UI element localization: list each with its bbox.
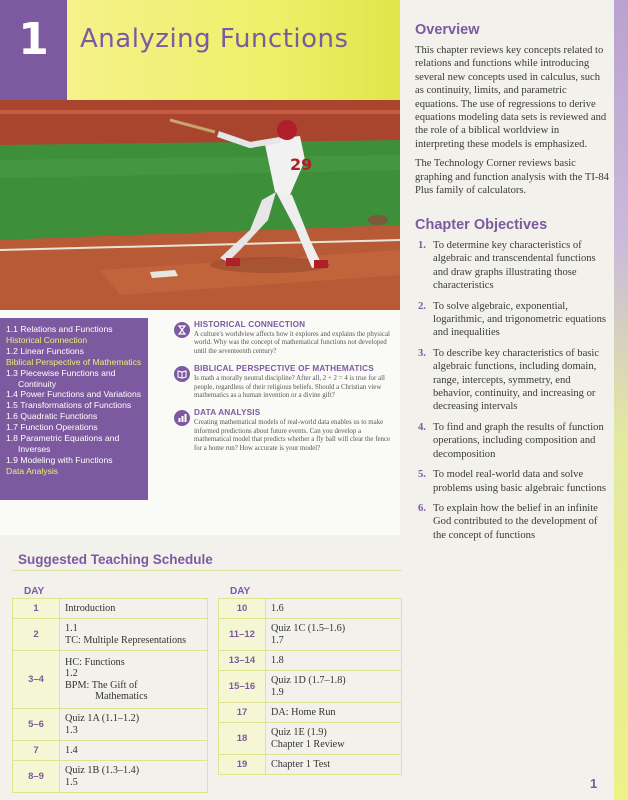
feature-list xyxy=(172,320,394,461)
schedule-line: 1.9 xyxy=(271,686,284,698)
toc-item-continued: Inverses xyxy=(18,443,51,454)
schedule-row xyxy=(13,709,208,741)
schedule-day: 15–16 xyxy=(219,671,266,703)
schedule-day: 2 xyxy=(13,619,60,651)
overview-heading: Overview xyxy=(415,22,480,38)
schedule-content xyxy=(266,723,402,755)
feature-data-analysis xyxy=(172,408,394,453)
schedule-line: Quiz 1E (1.9) xyxy=(271,727,327,738)
schedule-title: Suggested Teaching Schedule xyxy=(18,552,213,567)
toc-item: 1.2 Linear Functions xyxy=(6,345,84,356)
schedule-content xyxy=(60,599,208,619)
schedule-row xyxy=(13,599,208,619)
objective-item: 1. To determine key characteristics of algebraic and transcendental functions and draw graphs illustrating those characteristics xyxy=(418,240,596,292)
feature-biblical-perspective xyxy=(172,364,394,400)
schedule-line: 1.1 xyxy=(65,623,78,634)
schedule-content xyxy=(60,709,208,741)
schedule-day: 8–9 xyxy=(13,761,60,793)
schedule-day: 17 xyxy=(219,703,266,723)
schedule-line: 1.8 xyxy=(271,654,284,666)
schedule-day: 3–4 xyxy=(13,651,60,709)
schedule-day: 10 xyxy=(219,599,266,619)
schedule-content xyxy=(266,755,402,775)
schedule-line: 1.2 xyxy=(65,668,78,679)
schedule-day: 5–6 xyxy=(13,709,60,741)
schedule-line: TC: Multiple Representations xyxy=(65,634,187,646)
schedule-line: Introduction xyxy=(65,602,116,614)
toc-feature: Data Analysis xyxy=(6,465,59,476)
schedule-day: 11–12 xyxy=(219,619,266,651)
schedule-content xyxy=(60,651,208,709)
day-column-label: DAY xyxy=(24,586,45,597)
toc-item-continued: Continuity xyxy=(18,378,57,389)
schedule-row xyxy=(219,651,402,671)
baseball-photo xyxy=(0,100,400,310)
schedule-content xyxy=(60,619,208,651)
toc-item: 1.8 Parametric Equations and xyxy=(6,433,120,444)
toc-item: 1.7 Function Operations xyxy=(6,422,98,433)
schedule-line: 1.7 xyxy=(271,634,284,646)
schedule-day: 1 xyxy=(13,599,60,619)
chapter-number-box xyxy=(0,0,67,100)
schedule-row xyxy=(13,619,208,651)
feature-text: Is math a morally neutral discipline? After all, 2 + 2 = 4 is true for all people, regardless of their religious beliefs. Should a Christian view mathematics as a human invention or a divine gift? xyxy=(194,375,385,400)
feature-text: Creating mathematical models of real-world data enables us to make informed predictions about future events. Can you develop a mathematical model that predicts whether a fly ball will clear the fence for a home run? How accurate is your model? xyxy=(194,419,391,452)
chapter-title: Analyzing Functions xyxy=(80,24,349,54)
feature-title: BIBLICAL PERSPECTIVE OF MATHEMATICS xyxy=(194,364,374,374)
overview-paragraph: The Technology Corner reviews basic graphing and function analysis with the TI-84 Plus family of calculators. xyxy=(415,158,609,197)
overview-section xyxy=(415,22,611,203)
objectives-heading: Chapter Objectives xyxy=(415,217,548,233)
schedule-day: 18 xyxy=(219,723,266,755)
schedule-row xyxy=(13,761,208,793)
schedule-line: 1.4 xyxy=(65,744,78,756)
schedule-line: Mathematics xyxy=(95,691,148,702)
schedule-table-right xyxy=(218,598,402,775)
schedule-row xyxy=(219,755,402,775)
toc-item: 1.1 Relations and Functions xyxy=(6,324,113,334)
toc-item: 1.5 Transformations of Functions xyxy=(6,400,132,411)
schedule-day: 19 xyxy=(219,755,266,775)
toc-feature: Biblical Perspective of Mathematics xyxy=(6,356,142,367)
day-column-label: DAY xyxy=(230,586,251,597)
svg-text:29: 29 xyxy=(290,155,313,174)
schedule-content xyxy=(60,741,208,761)
objective-item: 6. To explain how the belief in an infinite God contributed to the development of the concept of functions xyxy=(418,502,598,541)
schedule-line: 1.6 xyxy=(271,602,284,614)
schedule-line: BPM: The Gift of xyxy=(65,679,138,691)
objective-item: 2. To solve algebraic, exponential, logarithmic, and trigonometric equations and inequalities xyxy=(418,300,606,339)
toc-item: 1.9 Modeling with Functions xyxy=(6,454,113,465)
schedule-line: Chapter 1 Review xyxy=(271,738,345,750)
feature-historical-connection xyxy=(172,320,394,356)
schedule-line: 1.5 xyxy=(65,776,78,788)
schedule-line: HC: Functions xyxy=(65,656,125,668)
schedule-day: 13–14 xyxy=(219,651,266,671)
objectives-section xyxy=(415,217,611,549)
toc-item: 1.6 Quadratic Functions xyxy=(6,411,98,422)
page-number: 1 xyxy=(590,776,598,791)
objective-item: 5. To model real-world data and solve problems using basic algebraic functions xyxy=(418,469,606,494)
overview-paragraph: This chapter reviews key concepts related to relations and functions while introducing several new concepts used in calculus, such as continuity, limits, and parametric equations. The use of regressions to derive equations modeling data sets is reviewed and the role of a biblical worldview in interpreting these models is emphasized. xyxy=(415,45,607,150)
schedule-content xyxy=(266,619,402,651)
objectives-list xyxy=(415,239,611,542)
schedule-row xyxy=(13,651,208,709)
schedule-row xyxy=(219,671,402,703)
schedule-divider xyxy=(12,570,402,571)
hourglass-icon xyxy=(174,322,190,338)
feature-title: HISTORICAL CONNECTION xyxy=(194,320,306,329)
schedule-row xyxy=(219,599,402,619)
schedule-line: Chapter 1 Test xyxy=(271,758,331,770)
chapter-opener-panel xyxy=(0,0,400,535)
schedule-line: Quiz 1A (1.1–1.2) xyxy=(65,713,140,724)
book-icon xyxy=(174,366,190,382)
feature-text: A culture's worldview affects how it explores and explains the physical world. Why was the concept of mathematical functions not developed until the seventeenth century? xyxy=(194,331,390,355)
schedule-row xyxy=(13,741,208,761)
schedule-line: Quiz 1B (1.3–1.4) xyxy=(65,765,140,776)
schedule-table-left xyxy=(12,598,208,793)
toc-item: 1.4 Power Functions and Variations xyxy=(6,389,142,400)
schedule-line: DA: Home Run xyxy=(271,706,336,718)
schedule-day: 7 xyxy=(13,741,60,761)
schedule-content xyxy=(266,703,402,723)
schedule-line: Quiz 1C (1.5–1.6) xyxy=(271,623,346,634)
schedule-row xyxy=(219,619,402,651)
objective-item: 4. To find and graph the results of function operations, including composition and decomposition xyxy=(418,421,604,460)
objective-item: 3. To describe key characteristics of basic algebraic functions, including domain, range, intercepts, symmetry, end behavior, continuity, and increasing or decreasing intervals xyxy=(418,347,600,413)
page-edge-stripe xyxy=(614,0,628,800)
feature-title: DATA ANALYSIS xyxy=(194,408,261,418)
schedule-content xyxy=(266,651,402,671)
toc-feature: Historical Connection xyxy=(6,334,88,345)
schedule-row xyxy=(219,703,402,723)
schedule-line: Quiz 1D (1.7–1.8) xyxy=(271,675,346,686)
schedule-content xyxy=(266,671,402,703)
schedule-content xyxy=(266,599,402,619)
schedule-line: 1.3 xyxy=(65,724,78,736)
toc-item: 1.3 Piecewise Functions and xyxy=(6,367,116,378)
chapter-number: 1 xyxy=(18,14,49,65)
schedule-content xyxy=(60,761,208,793)
section-list xyxy=(0,318,148,500)
chart-icon xyxy=(174,410,190,426)
schedule-row xyxy=(219,723,402,755)
